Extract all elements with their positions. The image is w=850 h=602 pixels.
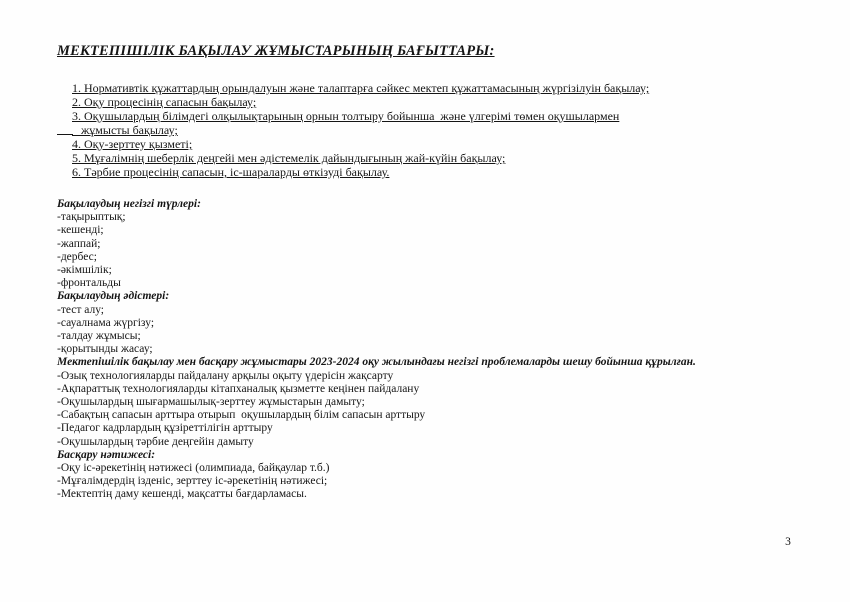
section: [57, 290, 737, 356]
section-line: -Оқушылардың тәрбие деңгейін дамыту: [57, 435, 254, 448]
section-line: -Ақпараттық технологияларды кітапханалық қызметте кеңінен пайдалану: [57, 382, 420, 395]
direction-item-continuation: жұмысты бақылау;: [72, 123, 737, 137]
section-line: -сауалнама жүргізу;: [57, 316, 155, 329]
document-content: [57, 43, 737, 502]
direction-item: 5. Мұғалімнің шеберлік деңгейі мен әдістемелік дайындығының жай-күйін бақылау;: [72, 151, 506, 165]
section-line: -Озық технологияларды пайдалану арқылы оқыту үдерісін жақсарту: [57, 369, 394, 382]
section-line: -қорытынды жасау;: [57, 343, 153, 356]
section-line: -Мұғалімдердің ізденіс, зерттеу іс-әрекетінің нәтижесі;: [57, 475, 328, 488]
section-line: -жаппай;: [57, 237, 101, 250]
section: [57, 356, 737, 448]
document-body: [57, 198, 737, 502]
section-line: -Мектептің даму кешенді, мақсатты бағдарламасы.: [57, 488, 307, 501]
section-heading: Басқару нәтижесі:: [57, 448, 156, 461]
section-line: -Оқушылардың шығармашылық-зерттеу жұмыстарын дамыту;: [57, 396, 365, 409]
section-line: -Сабақтың сапасын арттыра отырып оқушылардың білім сапасын арттыру: [57, 409, 426, 422]
section-line: -әкімшілік;: [57, 264, 112, 277]
direction-item: 1. Нормативтік құжаттардың орындалуын және талаптарға сәйкес мектеп құжаттамасының жүргізілуін бақылау;: [72, 81, 650, 95]
directions-list: [72, 81, 737, 179]
section: [57, 198, 737, 290]
section-heading: Бақылаудың әдістері:: [57, 290, 170, 303]
section-line: -кешенді;: [57, 224, 104, 237]
direction-item: 4. Оқу-зерттеу қызметі;: [72, 137, 193, 151]
direction-item: 6. Тәрбие процесінің сапасын, іс-шараларды өткізуді бақылау.: [72, 165, 390, 179]
section-line: -дербес;: [57, 250, 97, 263]
section: [57, 449, 737, 502]
section-line: -Педагог кадрлардың құзіреттілігін арттыру: [57, 422, 273, 435]
page-number: 3: [785, 536, 791, 548]
section-heading: Мектепішілік бақылау мен басқару жұмыстары 2023-2024 оқу жылындағы негізгі проблемаларды шешу бойынша құрылған.: [57, 356, 696, 369]
section-line: -тақырыптық;: [57, 211, 126, 224]
direction-item: 2. Оқу процесінің сапасын бақылау;: [72, 95, 257, 109]
section-line: -Оқу іс-әрекетінің нәтижесі (олимпиада, байқаулар т.б.): [57, 462, 330, 475]
section-line: -талдау жұмысы;: [57, 330, 141, 343]
section-line: -тест алу;: [57, 303, 104, 316]
section-line: -фронтальды: [57, 277, 121, 290]
section-heading: Бақылаудың негізгі түрлері:: [57, 198, 201, 210]
direction-item: 3. Оқушылардың білімдегі олқылықтарының орнын толтыру бойынша және үлгерімі төмен оқушылармен: [72, 109, 620, 123]
document-title: МЕКТЕПІШІЛІК БАҚЫЛАУ ЖҰМЫСТАРЫНЫҢ БАҒЫТТАРЫ:: [57, 43, 495, 59]
